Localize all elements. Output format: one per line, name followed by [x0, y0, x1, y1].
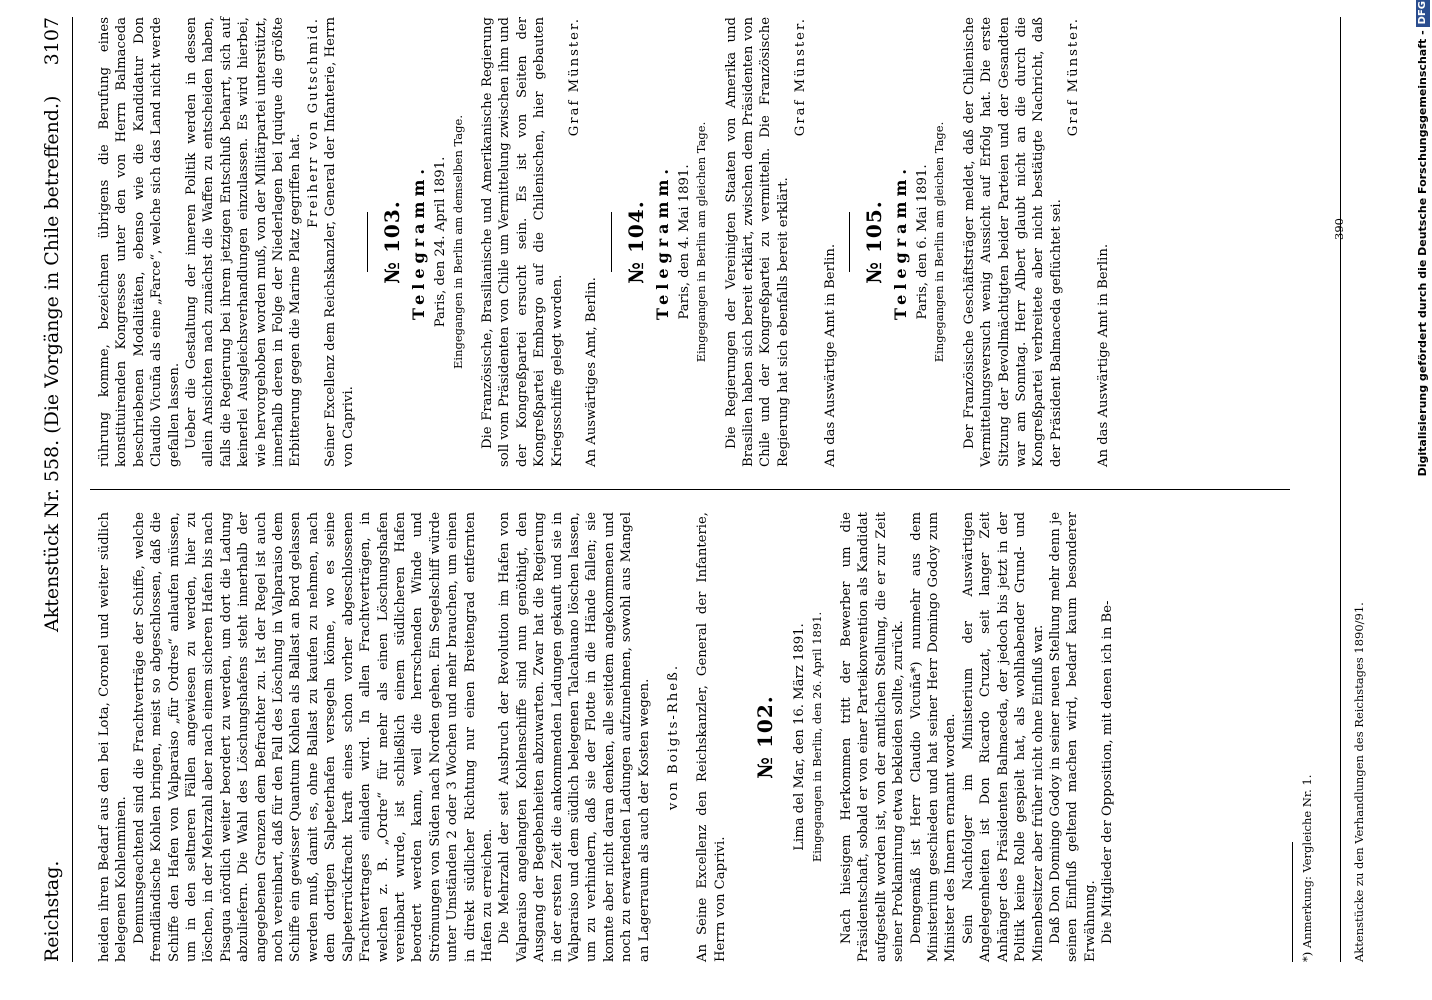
page-number: 3107: [41, 17, 63, 66]
separator: [611, 212, 612, 272]
paragraph: Demgemäß ist Herr Claudio Vicuña*) nunmehr aus dem Ministerium geschieden und hat seiner Herr Domingo Godoy zum Minister des Innern ernannt worden.: [908, 512, 959, 962]
footnote-rule: [1292, 842, 1293, 962]
header-rule: [72, 17, 73, 962]
telegram-heading: Telegramm.: [409, 164, 429, 320]
telegram-heading: Telegramm.: [891, 164, 910, 320]
document-number: № 103.: [380, 200, 405, 284]
page-header: [38, 17, 66, 962]
paragraph: Nach hiesigem Herkommen tritt der Bewerber um die Präsidentschaft, sobald er von einer Parteikonvention als Kandidat aufgestellt worden ist, von der amtlichen Stellung, die er zur Zeit seiner Proklamirung etwa bekleiden sollte, zurück.: [839, 512, 907, 962]
separator: [367, 212, 368, 272]
dfg-sidebar: [1410, 0, 1432, 1000]
paragraph: Die Regierungen der Vereinigten Staaten von Amerika und Brasilien haben sich bereit erklärt, zwischen dem Präsidenten von Chile und der Kongreßpartei zu vermitteln. Die Französische Regierung hat sich ebenfalls bereit erklärt.: [723, 17, 791, 467]
received-note: Eingegangen in Berlin, den 26. April 1891.: [809, 611, 824, 863]
signature: Freiherr von Gutschmid.: [305, 17, 321, 228]
recipient: An Auswärtiges Amt, Berlin.: [584, 277, 600, 467]
document-number: № 102.: [753, 695, 778, 779]
paragraph: Sein Nachfolger im Ministerium der Auswärtigen Angelegenheiten ist Don Ricardo Cruzat, seit langer Zeit Anhänger des Präsidenten Balmaceda, der jedoch bis jetzt in der Politik keine Rolle gespielt hat, als wohlhabender Grund- und Minenbesitzer aber früher nicht ohne Einfluß war.: [960, 512, 1046, 962]
paragraph: Demunsgeachtend sind die Frachtverträge der Schiffe, welche fremdländische Kohlen bringen, meist so abgeschlossen, daß die Schiffe den Hafen von Valparaiso „für Ordres“ anlaufen müssen, um in den seltneren Fällen angewiesen zu werden, hier zu löschen, in der Mehrzahl aber nach einem sicheren Hafen bis nach Pisagua nördlich weiter beordert zu werden, um dort die Ladung abzuliefern. Die Wahl des Löschungshafens steht innerhalb der angegebenen Grenzen dem Befrachter zu. Ist der Regel ist auch noch vereinbart, daß für den Fall des Löschung in Valparaiso dem Schiffe ein gewisser Quantum Kohlen als Ballast an Bord gelassen werden muß, damit es, ohne Ballast zu kaufen zu nehmen, nach dem dortigen Salpeterhafen versegeln könne, wo es seine Salpeterrückfracht kraft eines schon vorher abgeschlossenen Frachtvertrages einladen wird. In allen Frachtverträgen, in welchen z. B. „Ordre“ für mehr als einen Löschungshafen vereinbart wurde, ist schließlich einem südlicheren Hafen beordert werden kann, weil die herrschenden Winde und Strömungen von Süden nach Norden gehen. Ein Segelschiff würde unter Umständen 2 oder 3 Wochen und mehr brauchen, um einen in direkt südlicher Richtung nur einen Breitengrad entfernten Hafen zu erreichen.: [131, 512, 495, 962]
signature: von Boigts-Rheß.: [666, 663, 681, 811]
recipient: An das Auswärtige Amt in Berlin.: [1095, 243, 1111, 467]
paragraph: Ueber die Gestaltung der inneren Politik werden in dessen allein Ansichten nach zunächst die Waffen zu entscheiden haben, falls die Regierung bei ihrem jetzigen Entschluß beharrt, sich auf keinerlei Ausgleichsverhandlungen einzulassen. Es wird hierbei, wie hervorgehoben worden muß, von der Militärpartei unterstützt, innerhalb deren in Folge der Niederlagen bei Iquique die größte Erbitterung gegen die Marine Platz gegriffen hat.: [184, 17, 304, 467]
addressee: An Seine Excellenz den Reichskanzler, General der Infanterie, Herrn von Caprivi.: [695, 512, 728, 962]
dfg-credit: [1412, 0, 1432, 998]
dateline: Paris, den 24. April 1891.: [433, 156, 449, 328]
header-left: Reichstag.: [41, 860, 63, 962]
sheet-number: 390: [1332, 218, 1346, 240]
column-divider: [90, 489, 1290, 490]
paragraph: Der Französische Geschäftsträger meldet, daß der Chilenische Vermittelungsversuch wenig Aussicht auf Erfolg hat. Die erste Sitzung der Bevollmächtigten beider Parteien und der Gesandten war am Sonntag. Herr Albert glaubt nicht an die durch die Kongreßpartei verbreitete aber nicht bestätigte Nachricht, daß der Präsident Balmaceda geflüchtet sei.: [961, 17, 1064, 467]
document-number: № 104.: [623, 200, 648, 284]
left-column: [96, 512, 1117, 962]
footnote: *) Anmerkung: Vergleiche Nr. 1.: [1300, 774, 1314, 962]
header-title: Aktenstück Nr. 558. (Die Vorgänge in Chile betreffend.): [41, 95, 63, 632]
paragraph: Die Mehrzahl der seit Ausbruch der Revolution im Hafen von Valparaiso angelangten Kohlenschiffe sind nun genöthigt, den Ausgang der Begebenheiten abzuwarten. Zwar hat die Regierung in der ersten Zeit die ankommenden Ladungen gekauft und sie in Valparaiso und dem südlich belegenen Talcahuano löschen lassen, um zu verhindern, daß sie der Flotte in die Hände fallen; sie konnte aber nicht daran denken, alle seitdem angekommenen und noch zu erwartenden Ladungen aufzunehmen, sowohl aus Mangel an Lagerraum als auch der Kosten wegen.: [497, 512, 652, 962]
document-number: № 105.: [862, 200, 886, 284]
received-note: Eingegangen in Berlin am gleichen Tage.: [694, 121, 709, 363]
right-column: [96, 17, 1112, 467]
recipient: An das Auswärtige Amt in Berlin.: [822, 243, 838, 467]
paragraph: heiden ihren Bedarf aus den bei Lota, Coronel und weiter südlich belegenen Kohlenminen.: [97, 512, 130, 962]
telegram-heading: Telegramm.: [652, 164, 672, 320]
paragraph: Die Mitglieder der Opposition, mit denen ich in Be-: [1100, 600, 1116, 944]
paragraph: Daß Don Domingo Godoy in seiner neuen Stellung mehr denn je seinen Einfluß geltend machen wird, bedarf kaum besonderer Erwähnung.: [1047, 512, 1098, 962]
dateline: Lima del Mar, den 16. März 1891.: [792, 623, 808, 851]
received-note: Eingegangen in Berlin am demselben Tage.: [450, 115, 465, 369]
page-footer: Aktenstücke zu den Verhandlungen des Reichstages 1890/91.: [1352, 602, 1366, 962]
dateline: Paris, den 4. Mai 1891.: [676, 164, 692, 320]
signature: Graf Münster.: [566, 17, 582, 137]
signature: Graf Münster.: [1066, 17, 1082, 137]
received-note: Eingegangen in Berlin am gleichen Tage.: [932, 121, 947, 363]
paragraph: rührung komme, bezeichnen übrigens die Berufung eines konstituirenden Kongresses unter den von Herrn Balmaceda beschriebenen Modalitäten, ebenso wie die Kandidatur Don Claudio Vicuña als eine „Farce“, welche sich das Land nicht werde gefallen lassen.: [97, 17, 182, 467]
footer-rule: [1340, 17, 1341, 962]
signature: Graf Münster.: [793, 17, 809, 137]
paragraph: Die Französische, Brasilianische und Amerikanische Regierung soll vom Präsidenten von Chile um Vermittelung zwischen ihm und der Kongreßpartei ersucht sein. Es ist von Seiten der Kongreßpartei Embargo auf die Chilenischen, hier gebauten Kriegsschiffe gelegt worden.: [479, 17, 565, 467]
separator: [849, 212, 850, 272]
dfg-logo: DFG: [1416, 0, 1430, 27]
dateline: Paris, den 6. Mai 1891.: [915, 164, 930, 320]
dfg-credit-text: Digitalisierung gefördert durch die Deutsche Forschungsgemeinschaft -: [1416, 30, 1429, 477]
addressee: Seiner Excellenz dem Reichskanzler, General der Infanterie, Herrn von Caprivi.: [323, 17, 356, 467]
